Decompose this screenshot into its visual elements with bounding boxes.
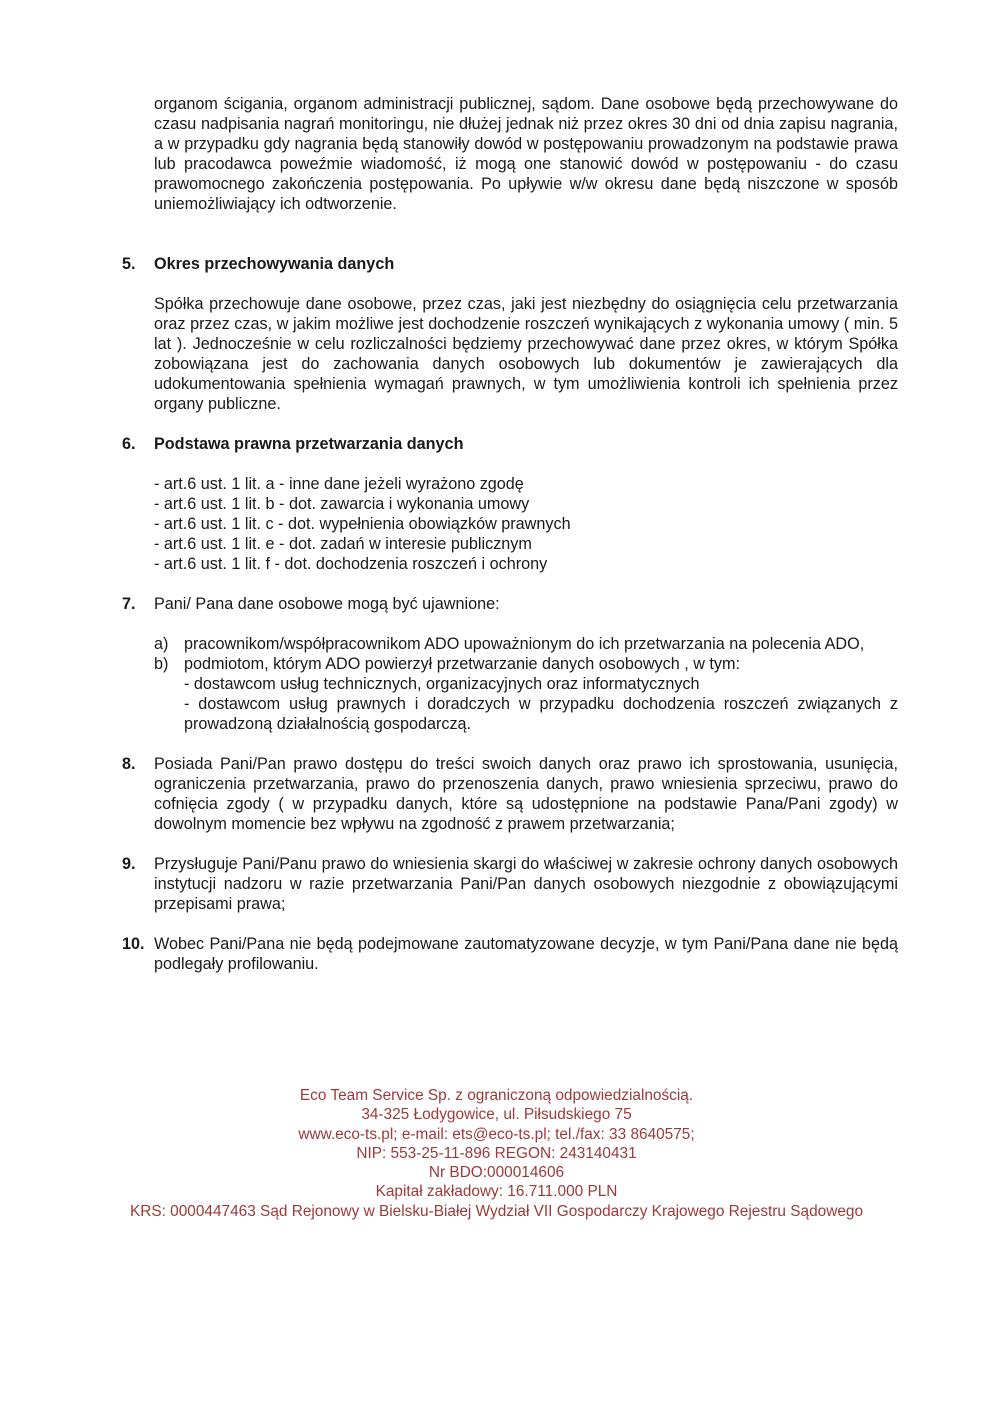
section-6-number: 6. (122, 435, 136, 453)
item-b-sub-1: - dostawcom usług technicznych, organizacyjnych oraz informatycznych (184, 675, 700, 693)
section-9-number: 9. (122, 855, 136, 873)
item-b-letter: b) (154, 655, 169, 673)
company-footer (0, 1086, 993, 1221)
item-b-sub-2: - dostawcom usług prawnych i doradczych w przypadku dochodzenia roszczeń związanych z prowadzoną działalnością gospodarczą. (184, 695, 898, 733)
legal-basis-item: - art.6 ust. 1 lit. a - inne dane jeżeli wyrażono zgodę (154, 475, 524, 493)
section-9-text: Przysługuje Pani/Panu prawo do wniesienia skargi do właściwej w zakresie ochrony danych osobowych instytucji nadzoru w razie przetwarzania Pani/Pan danych osobowych niezgodnie z obowiązującymi przepisami prawa; (154, 855, 898, 913)
item-a-letter: a) (154, 635, 169, 653)
item-a-text: pracownikom/współpracownikom ADO upoważnionym do ich przetwarzania na polecenia ADO, (184, 635, 865, 653)
legal-basis-item: - art.6 ust. 1 lit. b - dot. zawarcia i wykonania umowy (154, 495, 530, 513)
section-10-number: 10. (122, 935, 145, 953)
section-5-number: 5. (122, 255, 136, 273)
footer-bdo: Nr BDO:000014606 (428, 1164, 565, 1182)
section-7-title: Pani/ Pana dane osobowe mogą być ujawnione: (154, 595, 500, 613)
section-9 (122, 854, 898, 914)
section-6-title: Podstawa prawna przetwarzania danych (154, 435, 464, 453)
section-7 (122, 594, 898, 734)
legal-basis-item: - art.6 ust. 1 lit. f - dot. dochodzenia roszczeń i ochrony (154, 555, 548, 573)
legal-basis-item: - art.6 ust. 1 lit. c - dot. wypełnienia obowiązków prawnych (154, 515, 571, 533)
section-8 (122, 754, 898, 834)
section-10 (122, 934, 898, 974)
footer-address: 34-325 Łodygowice, ul. Piłsudskiego 75 (361, 1106, 632, 1124)
section-5 (122, 254, 898, 414)
footer-contact: www.eco-ts.pl; e-mail: ets@eco-ts.pl; tel./fax: 33 8640575; (298, 1125, 695, 1143)
legal-basis-item: - art.6 ust. 1 lit. e - dot. zadań w interesie publicznym (154, 535, 532, 553)
document-body (122, 94, 898, 974)
section-10-text: Wobec Pani/Pana nie będą podejmowane zautomatyzowane decyzje, w tym Pani/Pana dane nie będą podlegały profilowaniu. (154, 935, 898, 973)
legal-basis-list (154, 474, 898, 574)
section-5-title: Okres przechowywania danych (154, 255, 395, 273)
intro-paragraph: organom ścigania, organom administracji publicznej, sądom. Dane osobowe będą przechowywane do czasu nadpisania nagrań monitoringu, nie dłużej jednak niż przez okres 30 dni od dnia zapisu nagrania, a w przypadku gdy nagrania będą stanowiły dowód w postępowaniu prowadzonym na podstawie prawa lub pracodawca poweźmie wiadomość, iż mogą one stanowić dowód w postępowaniu - do czasu prawomocnego zakończenia postępowania. Po upływie w/w okresu dane będą niszczone w sposób uniemożliwiający ich odtworzenie. (154, 95, 898, 213)
section-6 (122, 434, 898, 574)
section-8-text: Posiada Pani/Pan prawo dostępu do treści swoich danych oraz prawo ich sprostowania, usunięcia, ograniczenia przetwarzania, prawo do przenoszenia danych, prawo wniesienia sprzeciwu, prawo do cofnięcia zgody ( w przypadku danych, które są udostępnione na podstawie Pana/Pani zgody) w dowolnym momencie bez wpływu na zgodność z prawem przetwarzania; (154, 755, 898, 833)
footer-tax-ids: NIP: 553-25-11-896 REGON: 243140431 (356, 1144, 637, 1162)
section-5-text: Spółka przechowuje dane osobowe, przez czas, jaki jest niezbędny do osiągnięcia celu przetwarzania oraz przez czas, w jakim możliwe jest dochodzenie roszczeń wynikających z wykonania umowy ( min. 5 lat ). Jednocześnie w celu rozliczalności będziemy przechowywać dane przez okres, w którym Spółka zobowiązana jest do zachowania danych osobowych lub dokumentów je zawierających dla udokumentowania spełnienia wymagań prawnych, w tym umożliwienia kontroli ich spełnienia przez organy publiczne. (154, 295, 898, 413)
disclosure-item-a (154, 634, 898, 654)
item-b-text: podmiotom, którym ADO powierzył przetwarzanie danych osobowych , w tym: (184, 655, 740, 673)
footer-capital: Kapitał zakładowy: 16.711.000 PLN (375, 1183, 618, 1201)
disclosure-item-b (154, 654, 898, 734)
footer-krs: KRS: 0000447463 Sąd Rejonowy w Bielsku-Białej Wydział VII Gospodarczy Krajowego Rejestru Sądowego (129, 1202, 864, 1220)
section-7-number: 7. (122, 595, 136, 613)
section-8-number: 8. (122, 755, 136, 773)
footer-company-name: Eco Team Service Sp. z ograniczoną odpowiedzialnością. (299, 1087, 694, 1104)
